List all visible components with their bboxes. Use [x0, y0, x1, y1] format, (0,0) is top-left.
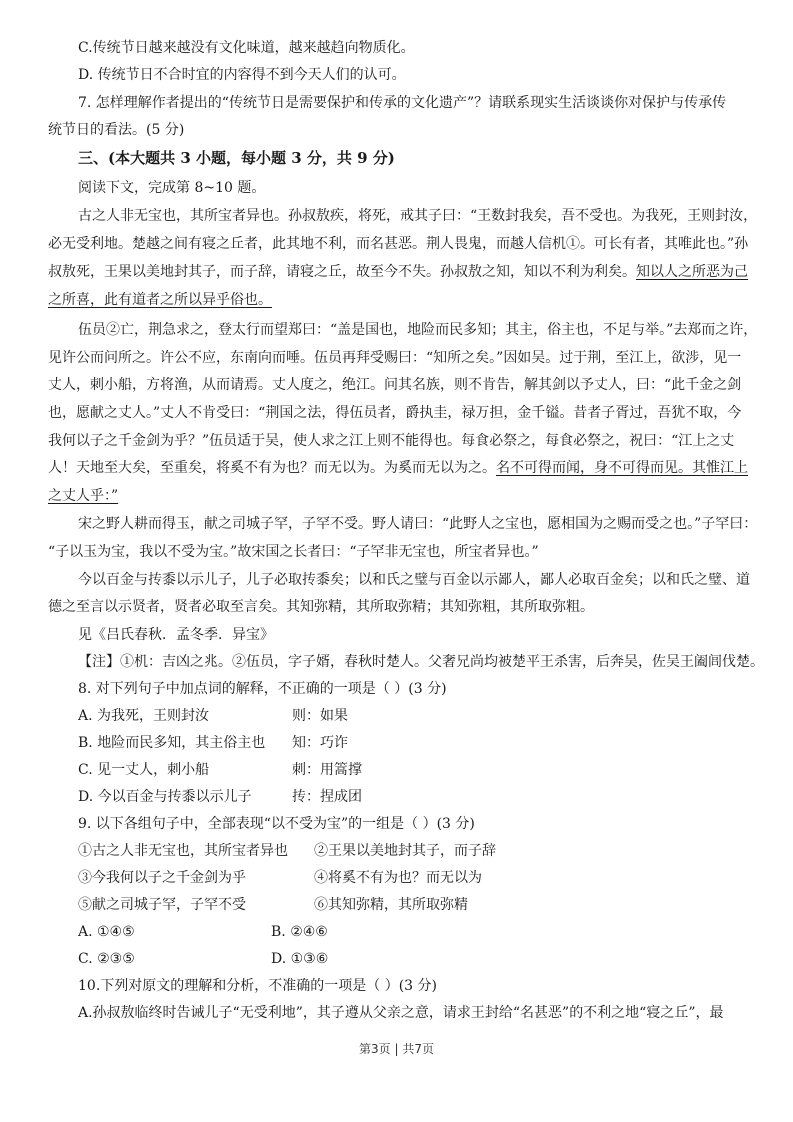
- q9-item-1: ①古之人非无宝也，其所宝者异也: [78, 843, 288, 859]
- question-8: 8. 对下列句子中加点词的解释，不正确的一项是（ ）(3 分): [78, 681, 447, 697]
- passage-p2-line7-underlined: 之丈人乎：”: [48, 488, 119, 504]
- passage-p4-line2: 德之至言以示贤者，贤者必取至言矣。其知弥精，其所取弥精；其知弥粗，其所取弥粗。: [48, 599, 594, 615]
- q10-option-a: A.孙叔敖临终时告诫儿子“无受利地”，其子遵从父亲之意，请求王封给“名甚恶”的不利之地“寝之丘”，最: [78, 1005, 724, 1021]
- q8-option-d-gloss: 抟：捏成团: [292, 789, 362, 805]
- footnote: 【注】①机：吉凶之兆。②伍员，字子婿，春秋时楚人。父奢兄尚均被楚平王杀害，后奔吴，佐吴王阖闾伐楚。: [78, 654, 764, 670]
- q9-item-4: ④将奚不有为也？而无以为: [314, 870, 482, 886]
- passage-text: 人！天地至大矣，至重矣，将奚不有为也？而无以为。为奚而无以为之。: [48, 460, 496, 476]
- q9-choice-d: D. ①③⑥: [271, 951, 329, 967]
- q9-item-5: ⑤献之司城子罕，子罕不受: [78, 897, 246, 913]
- q8-option-c: C. 见一丈人，刺小船: [78, 762, 210, 778]
- option-d-text: D. 传统节日不合时宜的内容得不到今天人们的认可。: [78, 67, 406, 83]
- passage-p3-line1: 宋之野人耕而得玉，献之司城子罕，子罕不受。野人请曰：“此野人之宝也，愿相国为之赐而受之也。”子罕曰：: [78, 516, 758, 532]
- q9-choice-c: C. ②③⑤: [78, 951, 135, 967]
- option-c-text: C.传统节日越来越没有文化味道，越来越趋向物质化。: [78, 40, 415, 56]
- q9-item-6: ⑥其知弥精，其所取弥精: [314, 897, 468, 913]
- page-footer: 第3页 | 共7页: [359, 1042, 434, 1056]
- q8-option-b-gloss: 知：巧诈: [292, 735, 348, 751]
- q8-option-d: D. 今以百金与抟黍以示儿子: [78, 789, 252, 805]
- underlined-sentence: 名不可得而闻，身不可得而见。其惟江上: [496, 460, 748, 476]
- passage-p2-line3: 丈人，刺小船，方将渔，从而请焉。丈人度之，绝江。问其名族，则不肯告，解其剑以予丈人，曰：“此千金之剑: [48, 377, 742, 393]
- passage-p1-line4-underlined: 之所喜，此有道者之所以异乎俗也。: [48, 292, 272, 308]
- q8-option-a-gloss: 则：如果: [292, 708, 348, 724]
- q8-option-c-gloss: 刺：用篙撑: [292, 762, 362, 778]
- passage-p2-line2: 见许公而问所之。许公不应，东南向而唾。伍员再拜受赐曰：“知所之矣。”因如吴。过于荆，至江上，欲涉，见一: [48, 350, 742, 366]
- question-7-line1: 7. 怎样理解作者提出的“传统节日是需要保护和传承的文化遗产”？请联系现实生活谈谈你对保护与传承传: [78, 95, 727, 111]
- passage-p2-line6: [48, 458, 748, 478]
- question-10: 10.下列对原文的理解和分析，不准确的一项是（ ）(3 分): [78, 978, 437, 994]
- question-9: 9. 以下各组句子中，全部表现“以不受为宝”的一组是（ ）(3 分): [78, 816, 475, 832]
- q8-option-b: B. 地险而民多知，其主俗主也: [78, 735, 266, 751]
- passage-p2-line1: 伍员②亡，荆急求之，登太行而望郑曰：“盖是国也，地险而民多知；其主，俗主也，不足与举。”去郑而之许，: [78, 322, 758, 338]
- section-heading: 三、(本大题共 3 小题，每小题 3 分，共 9 分): [78, 149, 395, 167]
- passage-p1-line3: [48, 262, 748, 282]
- passage-text: 叔敖死，王果以美地封其子，而子辞，请寝之丘，故至今不失。孙叔敖之知，知以不利为利矣。: [48, 264, 636, 280]
- passage-p3-line2: “子以玉为宝，我以不受为宝。”故宋国之长者曰：“子罕非无宝也，所宝者异也。”: [48, 544, 539, 560]
- passage-p1-line2: 必无受利地。楚越之间有寝之丘者，此其地不利，而名甚恶。荆人畏鬼，而越人信机①。可长有者，其唯此也。”孙: [48, 236, 748, 252]
- passage-p4-line1: 今以百金与抟黍以示儿子，儿子必取抟黍矣；以和氏之璧与百金以示鄙人，鄙人必取百金矣；以和氏之璧、道: [78, 572, 750, 588]
- question-7-line2: 统节日的看法。(5 分): [48, 122, 185, 138]
- passage-p2-line4: 也，愿献之丈人。”丈人不肯受曰：“荆国之法，得伍员者，爵执圭，禄万担，金千镒。昔者子胥过，吾犹不取，今: [48, 405, 742, 421]
- q9-item-2: ②王果以美地封其子，而子辞: [314, 843, 496, 859]
- q9-choice-b: B. ②④⑥: [271, 924, 328, 940]
- q9-choice-a: A. ①④⑤: [78, 924, 135, 940]
- q9-item-3: ③今我何以子之千金剑为乎: [78, 870, 246, 886]
- q8-option-a: A. 为我死，王则封汝: [78, 708, 210, 724]
- reading-instruction: 阅读下文，完成第 8~10 题。: [78, 180, 266, 196]
- passage-p1-line1: 古之人非无宝也，其所宝者异也。孙叔敖疾，将死，戒其子曰：“王数封我矣，吾不受也。为我死，王则封汝，: [78, 208, 758, 224]
- underlined-sentence: 知以人之所恶为己: [636, 264, 748, 280]
- source-citation: 见《吕氏春秋．孟冬季．异宝》: [78, 627, 274, 643]
- passage-p2-line5: 我何以子之千金剑为乎？”伍员适于吴，使人求之江上则不能得也。每食必祭之，每食必祭之，祝曰：“江上之丈: [48, 433, 735, 449]
